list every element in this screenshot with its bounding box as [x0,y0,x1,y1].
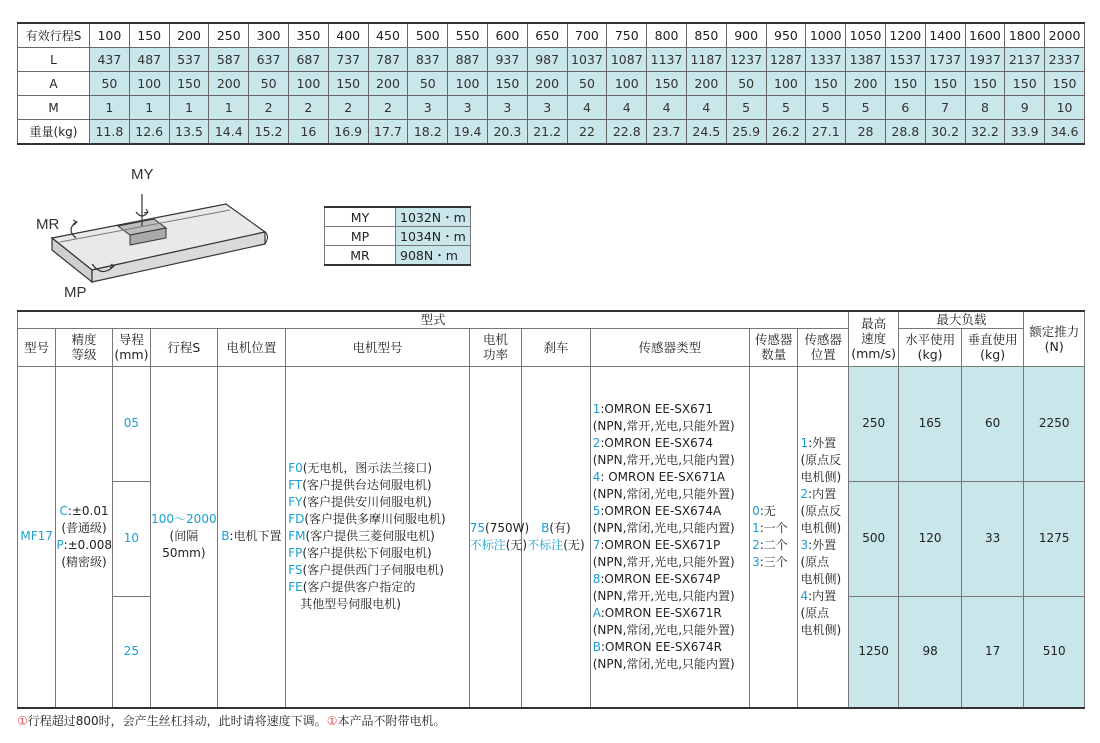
sensor-qty-option: 3:三个 [752,554,788,569]
my-label: MY [131,166,154,183]
spec-cell: 200 [368,72,408,96]
spec-cell: 22 [567,120,607,145]
sensor-qty-option: 2:二个 [752,537,788,552]
spec-cell: 15.2 [249,120,289,145]
spec-cell: 150 [647,72,687,96]
sensor-option: B:OMRON EE-SX674R [592,639,722,654]
sensor-qty-option: 0:无 [752,503,776,518]
spec-cell: 27.1 [806,120,846,145]
spec-cell: 1800 [1005,23,1045,48]
sensor-option: 7:OMRON EE-SX671P [592,537,721,552]
vertical-load-cell: 60 [961,366,1024,481]
precision-cell [56,366,112,708]
power-option: 不标注(无) [469,537,528,552]
warning-icon: ① [326,714,338,728]
stroke-spec-table [17,22,1085,145]
sensor-pos-option: 电机侧) [800,469,842,484]
mr-label: MR [36,216,60,233]
thrust-cell: 1275 [1024,481,1085,596]
spec-cell: 150 [129,23,169,48]
motor-option: FE(客户提供客户指定的 [288,580,416,595]
sensor-option: (NPN,常闭,光电,只能外置) [592,622,735,637]
sensor-pos-option: 电机侧) [800,571,842,586]
spec-cell: 150 [806,72,846,96]
vertical-load-cell: 33 [961,481,1024,596]
spec-row [18,120,1085,145]
col-header: 电机型号 [286,328,470,366]
spec-cell: 1287 [766,48,806,72]
col-header: 传感器 数量 [750,328,798,366]
spec-cell: 5 [766,96,806,120]
sensor-option: (NPN,常开,光电,只能外置) [592,418,735,433]
spec-row [18,23,1085,48]
col-header: 电机位置 [217,328,286,366]
spec-cell: 12.6 [129,120,169,145]
moment-key: MY [325,207,396,227]
spec-cell: 400 [328,23,368,48]
spec-row [18,48,1085,72]
sensor-option: (NPN,常开,光电,只能内置) [592,452,735,467]
spec-cell: 20.3 [487,120,527,145]
spec-cell: 1387 [846,48,886,72]
spec-cell: 737 [328,48,368,72]
spec-cell: 687 [288,48,328,72]
spec-row [18,96,1085,120]
spec-cell: 19.4 [448,120,488,145]
sensor-pos-option: (原点 [800,554,830,569]
spec-cell: 6 [885,96,925,120]
sensor-pos-option: 2:内置 [800,486,837,501]
moment-row [325,227,471,246]
spec-cell: 100 [607,72,647,96]
spec-cell: 16 [288,120,328,145]
spec-cell: 4 [607,96,647,120]
spec-row-header: 有效行程S [18,23,90,48]
col-header: 刹车 [522,328,591,366]
spec-cell: 437 [90,48,130,72]
spec-cell: 150 [1005,72,1045,96]
lead-cell: 25 [112,596,150,708]
lead-cell: 05 [112,366,150,481]
spec-cell: 2 [328,96,368,120]
moment-value: 1034N・m [396,227,471,246]
spec-cell: 150 [1045,72,1085,96]
spec-cell: 33.9 [1005,120,1045,145]
sensor-option: 2:OMRON EE-SX674 [592,435,714,450]
spec-cell: 1937 [965,48,1005,72]
spec-cell: 100 [129,72,169,96]
spec-cell: 1737 [925,48,965,72]
spec-cell: 16.9 [328,120,368,145]
horizontal-load-cell: 165 [899,366,962,481]
thrust-cell: 510 [1024,596,1085,708]
moment-key: MR [325,246,396,266]
spec-cell: 2 [288,96,328,120]
spec-cell: 28 [846,120,886,145]
spec-cell: 1000 [806,23,846,48]
spec-cell: 50 [726,72,766,96]
spec-cell: 987 [527,48,567,72]
motor-position-cell: B:电机下置 [217,366,286,708]
spec-cell: 850 [686,23,726,48]
spec-row-header: L [18,48,90,72]
sensor-option: (NPN,常闭,光电,只能外置) [592,486,735,501]
precision-option: (精密级) [61,554,107,569]
col-header: 型号 [18,328,56,366]
col-header: 导程 (mm) [112,328,150,366]
sensor-pos-option: 电机侧) [800,520,842,535]
spec-cell: 3 [487,96,527,120]
col-header: 行程S [151,328,218,366]
sensor-option: (NPN,常开,光电,只能外置) [592,554,735,569]
spec-cell: 150 [169,72,209,96]
motor-option: 其他型号伺服电机) [288,597,401,612]
speed-cell: 1250 [848,596,898,708]
spec-cell: 22.8 [607,120,647,145]
spec-cell: 1050 [846,23,886,48]
motor-power-cell [469,366,530,708]
sensor-pos-option: (原点反 [800,452,842,467]
spec-cell: 23.7 [647,120,687,145]
spec-cell: 1337 [806,48,846,72]
sensor-option: 5:OMRON EE-SX674A [592,503,722,518]
model-cell: MF17 [18,366,56,708]
spec-cell: 34.6 [1045,120,1085,145]
spec-cell: 2137 [1005,48,1045,72]
motor-option: FY(客户提供安川伺服电机) [288,495,432,510]
spec-cell: 3 [527,96,567,120]
spec-cell: 200 [527,72,567,96]
spec-cell: 950 [766,23,806,48]
group-header-type: 型式 [18,311,849,328]
brake-option: 不标注(无) [527,537,585,552]
spec-cell: 1137 [647,48,687,72]
spec-cell: 1087 [607,48,647,72]
spec-cell: 1 [169,96,209,120]
spec-row-header: 重量(kg) [18,120,90,145]
sensor-option: 4: OMRON EE-SX671A [592,469,726,484]
motor-option: FP(客户提供松下伺服电机) [288,546,432,561]
spec-cell: 600 [487,23,527,48]
spec-cell: 14.4 [209,120,249,145]
sensor-option: (NPN,常闭,光电,只能内置) [592,656,735,671]
sensor-pos-option: 4:内置 [800,588,837,603]
spec-cell: 700 [567,23,607,48]
stroke-cell [151,366,218,708]
spec-cell: 1 [129,96,169,120]
sensor-option: 1:OMRON EE-SX671 [592,401,714,416]
spec-cell: 150 [328,72,368,96]
moment-row [325,207,471,227]
stroke-step: (间隔50mm) [162,529,206,561]
speed-cell: 500 [848,481,898,596]
spec-cell: 2 [368,96,408,120]
header-max-speed: 最高 速度 (mm/s) [848,311,898,366]
spec-cell: 900 [726,23,766,48]
col-header: 精度 等级 [56,328,112,366]
spec-cell: 5 [846,96,886,120]
spec-row-header: A [18,72,90,96]
brake-option: B(有) [541,520,571,535]
spec-cell: 150 [487,72,527,96]
speed-cell: 250 [848,366,898,481]
spec-cell: 100 [766,72,806,96]
sensor-pos-option: (原点 [800,605,830,620]
spec-cell: 2000 [1045,23,1085,48]
sensor-qty-cell [750,366,798,708]
sensor-qty-option: 1:一个 [752,520,788,535]
spec-cell: 10 [1045,96,1085,120]
col-header: 电机 功率 [469,328,521,366]
moment-row [325,246,471,266]
warning-icon: ① [17,714,28,728]
spec-cell: 650 [527,23,567,48]
spec-cell: 800 [647,23,687,48]
spec-cell: 3 [408,96,448,120]
sensor-pos-cell [798,366,848,708]
precision-option: C:±0.01 [59,503,109,518]
footnote-text-1: 行程超过800时，会产生丝杠抖动，此时请将速度下调。 [27,714,327,728]
spec-cell: 587 [209,48,249,72]
precision-option: P:±0.008 [56,537,113,552]
spec-cell: 300 [249,23,289,48]
spec-cell: 50 [249,72,289,96]
col-header: 传感器 位置 [798,328,848,366]
header-vertical-load: 垂直使用 (kg) [961,328,1024,366]
vertical-load-cell: 17 [961,596,1024,708]
spec-cell: 1400 [925,23,965,48]
spec-cell: 18.2 [408,120,448,145]
motor-option: FM(客户提供三菱伺服电机) [288,529,435,544]
moment-value: 1032N・m [396,207,471,227]
spec-cell: 50 [90,72,130,96]
spec-cell: 937 [487,48,527,72]
sensor-pos-option: 3:外置 [800,537,837,552]
horizontal-load-cell: 98 [899,596,962,708]
spec-cell: 150 [965,72,1005,96]
model-selection-table [17,310,1085,709]
moment-key: MP [325,227,396,246]
spec-cell: 4 [567,96,607,120]
motor-option: FT(客户提供台达伺服电机) [288,478,432,493]
spec-cell: 837 [408,48,448,72]
spec-cell: 5 [806,96,846,120]
spec-cell: 787 [368,48,408,72]
spec-cell: 4 [647,96,687,120]
spec-row-header: M [18,96,90,120]
spec-cell: 150 [885,72,925,96]
moment-diagram [30,166,290,306]
spec-cell: 2 [249,96,289,120]
sensor-option: A:OMRON EE-SX671R [592,605,722,620]
spec-cell: 487 [129,48,169,72]
spec-cell: 50 [567,72,607,96]
spec-cell: 1 [209,96,249,120]
spec-cell: 24.5 [686,120,726,145]
col-header: 传感器类型 [590,328,749,366]
spec-cell: 100 [448,72,488,96]
sensor-pos-option: 1:外置 [800,435,837,450]
spec-cell: 32.2 [965,120,1005,145]
spec-cell: 3 [448,96,488,120]
spec-cell: 1 [90,96,130,120]
spec-cell: 50 [408,72,448,96]
header-rated-thrust: 额定推力 (N) [1024,311,1085,366]
spec-cell: 5 [726,96,766,120]
spec-cell: 350 [288,23,328,48]
spec-cell: 1600 [965,23,1005,48]
footnote [17,712,445,729]
spec-cell: 200 [169,23,209,48]
footnote-text-2: 本产品不附带电机。 [337,714,446,728]
sensor-type-cell [590,366,749,708]
stroke-range: 100～2000 [151,512,217,527]
mp-label: MP [64,284,87,301]
spec-cell: 200 [686,72,726,96]
lead-cell: 10 [112,481,150,596]
spec-cell: 537 [169,48,209,72]
spec-cell: 200 [209,72,249,96]
moment-value: 908N・m [396,246,471,266]
spec-cell: 26.2 [766,120,806,145]
motor-option: FD(客户提供多摩川伺服电机) [288,512,446,527]
power-option: 75(750W) [469,520,530,535]
spec-cell: 9 [1005,96,1045,120]
sensor-option: 8:OMRON EE-SX674P [592,571,721,586]
spec-cell: 100 [288,72,328,96]
brake-cell [522,366,591,708]
spec-cell: 1237 [726,48,766,72]
spec-cell: 30.2 [925,120,965,145]
spec-cell: 4 [686,96,726,120]
spec-cell: 887 [448,48,488,72]
spec-cell: 1037 [567,48,607,72]
sensor-pos-option: (原点反 [800,503,842,518]
spec-cell: 100 [90,23,130,48]
spec-cell: 750 [607,23,647,48]
spec-cell: 2337 [1045,48,1085,72]
spec-cell: 1200 [885,23,925,48]
sensor-option: (NPN,常闭,光电,只能内置) [592,520,735,535]
spec-cell: 21.2 [527,120,567,145]
spec-cell: 550 [448,23,488,48]
spec-cell: 25.9 [726,120,766,145]
spec-cell: 150 [925,72,965,96]
allowable-moment-table [324,206,471,266]
spec-cell: 450 [368,23,408,48]
spec-cell: 8 [965,96,1005,120]
spec-cell: 1187 [686,48,726,72]
spec-cell: 200 [846,72,886,96]
spec-cell: 13.5 [169,120,209,145]
horizontal-load-cell: 120 [899,481,962,596]
spec-cell: 250 [209,23,249,48]
spec-cell: 7 [925,96,965,120]
header-max-load: 最大负载 [899,311,1024,328]
spec-cell: 11.8 [90,120,130,145]
spec-cell: 637 [249,48,289,72]
spec-cell: 500 [408,23,448,48]
sensor-pos-option: 电机侧) [800,622,842,637]
spec-row [18,72,1085,96]
sensor-option: (NPN,常开,光电,只能内置) [592,588,735,603]
spec-cell: 17.7 [368,120,408,145]
precision-option: (普通级) [61,520,107,535]
motor-model-cell [286,366,470,708]
header-horizontal-load: 水平使用 (kg) [899,328,962,366]
motor-option: FS(客户提供西门子伺服电机) [288,563,444,578]
thrust-cell: 2250 [1024,366,1085,481]
spec-cell: 28.8 [885,120,925,145]
motor-option: F0(无电机，图示法兰接口) [288,461,433,476]
spec-cell: 1537 [885,48,925,72]
